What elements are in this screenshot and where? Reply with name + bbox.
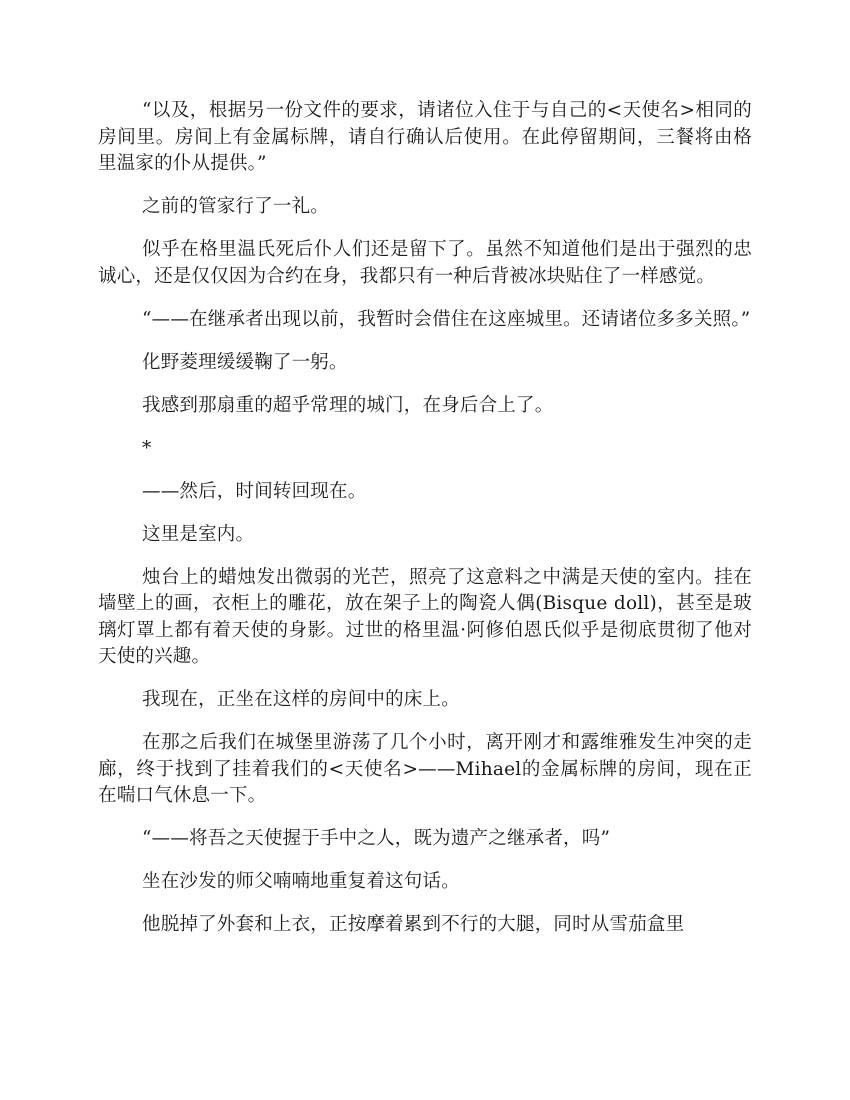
paragraph: 化野菱理缓缓鞠了一躬。	[142, 351, 348, 373]
paragraph: 坐在沙发的师父喃喃地重复着这句话。	[142, 871, 460, 892]
paragraph: “——将吾之天使握于手中之人，既为遗产之继承者，吗”	[142, 828, 611, 849]
paragraph: 我感到那扇重的超乎常理的城门，在身后合上了。	[142, 394, 554, 416]
paragraph: “以及，根据另一份文件的要求，请诸位入住于与自己的<天使名>相同的房间里。房间上有金属标牌，请自行确认后使用。在此停留期间，三餐将由格里温家的仆从提供。”	[98, 100, 752, 174]
paragraph: 这里是室内。	[142, 523, 255, 545]
section-separator: *	[142, 437, 152, 459]
paragraph: 我现在，正坐在这样的房间中的床上。	[142, 689, 460, 710]
document-page	[98, 98, 752, 939]
paragraph: 似乎在格里温氏死后仆人们还是留下了。虽然不知道他们是出于强烈的忠诚心，还是仅仅因为合约在身，我都只有一种后背被冰块贴住了一样感觉。	[98, 239, 752, 287]
paragraph: 烛台上的蜡烛发出微弱的光芒，照亮了这意料之中满是天使的室内。挂在墙壁上的画，衣柜上的雕花，放在架子上的陶瓷人偶(Bisque doll)，甚至是玻璃灯罩上都有着天使的身影。过世的格里温·阿修伯恩氏似乎是彻底贯彻了他对天使的兴趣。	[98, 566, 752, 667]
paragraph: “——在继承者出现以前，我暂时会借住在这座城里。还请诸位多多关照。”	[142, 308, 751, 330]
paragraph: ——然后，时间转回现在。	[142, 480, 367, 502]
paragraph: 之前的管家行了一礼。	[142, 196, 330, 217]
paragraph: 他脱掉了外套和上衣，正按摩着累到不行的大腿，同时从雪茄盒里	[142, 914, 685, 935]
paragraph: 在那之后我们在城堡里游荡了几个小时，离开刚才和露维雅发生冲突的走廊，终于找到了挂着我们的<天使名>——Mihael的金属标牌的房间，现在正在喘口气休息一下。	[98, 732, 752, 806]
